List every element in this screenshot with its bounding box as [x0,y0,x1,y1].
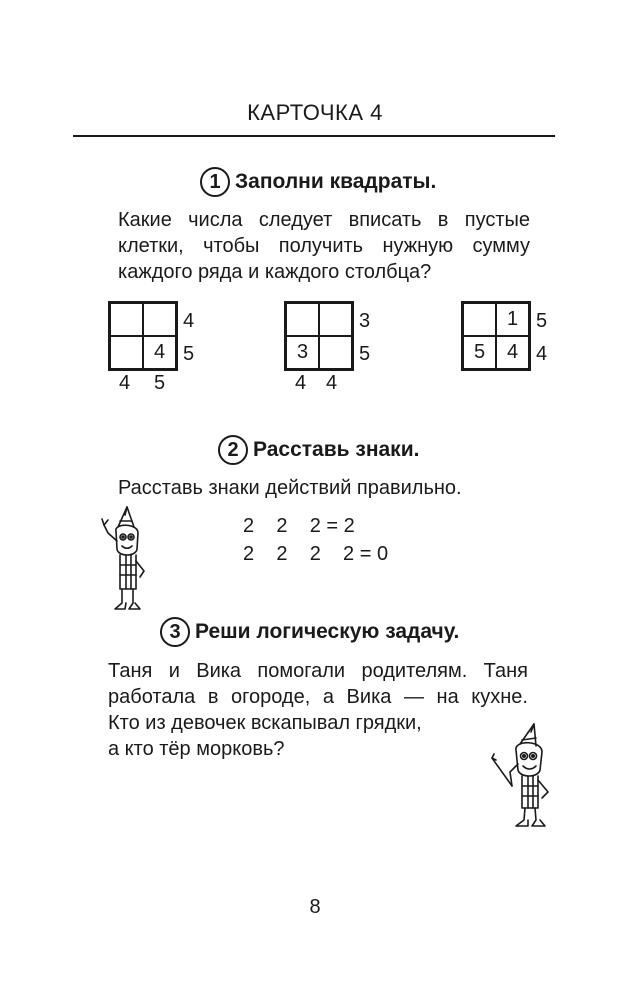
grid-cell[interactable] [110,336,143,369]
row-sum: 4 [536,343,548,365]
sum-grid-3 [461,301,531,371]
grid-cell[interactable] [463,303,496,336]
section-1-title: Заполни квадраты. [235,170,437,193]
section-3-line: Кто из девочек вскапывал грядки, [108,712,422,734]
grid-cell[interactable] [143,303,176,336]
equation-1: 2 2 2 = 2 [243,515,355,537]
grid-cell: 3 [286,336,319,369]
grid-cell: 4 [143,336,176,369]
section-2-heading [218,435,419,465]
section-3-line: работала в огороде, а Вика — на кухне. [108,686,528,708]
section-1-heading [200,167,436,197]
equation-2: 2 2 2 2 = 0 [243,543,389,565]
col-sum: 4 [326,372,338,394]
col-sum: 4 [295,372,307,394]
section-3-title: Реши логическую задачу. [195,620,460,643]
section-2-number: 2 [218,435,248,465]
grid-cell[interactable] [286,303,319,336]
row-sum: 5 [183,343,195,365]
grid-cell: 4 [496,336,529,369]
row-sum: 4 [183,310,195,332]
col-sum: 4 [119,372,131,394]
pencil-character-illustration [100,505,148,613]
grid-cell: 1 [496,303,529,336]
col-sum: 5 [154,372,166,394]
section-2-instruction: Расставь знаки действий правильно. [118,477,462,499]
section-1-line: клетки, чтобы получить нужную сумму [118,235,530,257]
row-sum: 5 [359,343,371,365]
pencil-character-illustration [490,720,552,830]
grid-cell[interactable] [319,336,352,369]
section-1-number: 1 [200,167,230,197]
section-1-line: Какие числа следует вписать в пустые [118,209,530,231]
card-title: КАРТОЧКА 4 [247,100,383,125]
sum-grid-1 [108,301,178,371]
section-3-line: Таня и Вика помогали родителям. Таня [108,660,528,682]
row-sum: 3 [359,310,371,332]
page-number: 8 [309,896,321,918]
section-3-number: 3 [160,617,190,647]
section-3-line: а кто тёр морковь? [108,738,285,760]
section-2-title: Расставь знаки. [253,438,420,461]
section-1-line: каждого ряда и каждого столбца? [118,261,432,283]
grid-cell[interactable] [319,303,352,336]
grid-cell: 5 [463,336,496,369]
header-divider [73,135,555,137]
sum-grid-2 [284,301,354,371]
grid-cell[interactable] [110,303,143,336]
section-3-heading [160,617,459,647]
section-1-text [118,207,530,285]
row-sum: 5 [536,310,548,332]
section-3-text [108,658,528,762]
